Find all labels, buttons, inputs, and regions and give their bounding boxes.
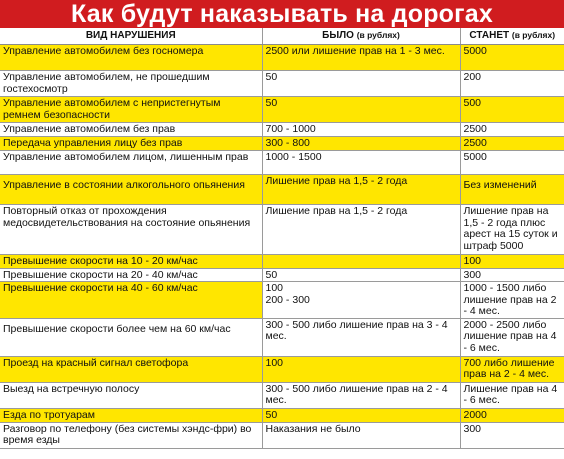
table-header-row — [0, 28, 564, 45]
before-cell: Лишение прав на 1,5 - 2 года — [262, 205, 460, 255]
after-cell: 500 — [460, 97, 564, 123]
after-cell: 5000 — [460, 151, 564, 175]
before-cell: 50 — [262, 408, 460, 422]
after-cell: 1000 - 1500 либо лишение прав на 2 - 4 мес. — [460, 282, 564, 319]
violation-cell: Превышение скорости на 40 - 60 км/час — [0, 282, 262, 319]
violation-cell: Проезд на красный сигнал светофора — [0, 356, 262, 382]
violation-cell: Превышение скорости на 20 - 40 км/час — [0, 268, 262, 282]
table-row — [0, 255, 564, 269]
violation-cell: Повторный отказ от прохождения медосвидетельствования на состояние опьянения — [0, 205, 262, 255]
table-row — [0, 408, 564, 422]
before-cell: 50 — [262, 71, 460, 97]
after-cell: 2000 - 2500 либо лишение прав на 4 - 6 мес. — [460, 318, 564, 356]
before-cell: 50 — [262, 97, 460, 123]
violation-cell: Езда по тротуарам — [0, 408, 262, 422]
before-cell: 700 - 1000 — [262, 123, 460, 137]
after-cell: Без изменений — [460, 175, 564, 205]
table-row — [0, 97, 564, 123]
table-row — [0, 137, 564, 151]
after-cell: 200 — [460, 71, 564, 97]
header-before: БЫЛО (в рублях) — [262, 28, 460, 45]
table-row — [0, 123, 564, 137]
violation-cell: Управление автомобилем, не прошедшим гостехосмотр — [0, 71, 262, 97]
violation-cell: Управление автомобилем без прав — [0, 123, 262, 137]
header-after: СТАНЕТ (в рублях) — [460, 28, 564, 45]
before-cell: 300 - 800 — [262, 137, 460, 151]
header-violation: ВИД НАРУШЕНИЯ — [0, 28, 262, 45]
before-cell: 100 200 - 300 — [262, 282, 460, 319]
table-row — [0, 151, 564, 175]
after-cell: 700 либо лишение прав на 2 - 4 мес. — [460, 356, 564, 382]
before-cell: Лишение прав на 1,5 - 2 года — [262, 175, 460, 205]
table-row — [0, 382, 564, 408]
fines-table — [0, 28, 564, 449]
table-row — [0, 205, 564, 255]
violation-cell: Превышение скорости более чем на 60 км/час — [0, 318, 262, 356]
after-cell: 2500 — [460, 137, 564, 151]
table-row — [0, 282, 564, 319]
violation-cell: Управление автомобилем лицом, лишенным прав — [0, 151, 262, 175]
page-title: Как будут наказывать на дорогах — [0, 0, 564, 28]
before-cell: 300 - 500 либо лишение прав на 3 - 4 мес. — [262, 318, 460, 356]
before-cell: Наказания не было — [262, 422, 460, 448]
violation-cell: Выезд на встречную полосу — [0, 382, 262, 408]
after-cell: 300 — [460, 268, 564, 282]
table-row — [0, 268, 564, 282]
violation-cell: Управление автомобилем с непристегнутым ремнем безопасности — [0, 97, 262, 123]
before-cell — [262, 255, 460, 269]
before-cell: 50 — [262, 268, 460, 282]
after-cell: 2000 — [460, 408, 564, 422]
before-cell: 100 — [262, 356, 460, 382]
after-cell: 300 — [460, 422, 564, 448]
table-row — [0, 422, 564, 448]
table-row — [0, 71, 564, 97]
before-cell: 300 - 500 либо лишение прав на 2 - 4 мес. — [262, 382, 460, 408]
violation-cell: Разговор по телефону (без системы хэндс-фри) во время езды — [0, 422, 262, 448]
before-cell: 2500 или лишение прав на 1 - 3 мес. — [262, 45, 460, 71]
after-cell: Лишение прав на 4 - 6 мес. — [460, 382, 564, 408]
table-row — [0, 318, 564, 356]
violation-cell: Управление автомобилем без госномера — [0, 45, 262, 71]
violation-cell: Передача управления лицу без прав — [0, 137, 262, 151]
violation-cell: Управление в состоянии алкогольного опьянения — [0, 175, 262, 205]
after-cell: 5000 — [460, 45, 564, 71]
violation-cell: Превышение скорости на 10 - 20 км/час — [0, 255, 262, 269]
after-cell: 2500 — [460, 123, 564, 137]
after-cell: 100 — [460, 255, 564, 269]
before-cell: 1000 - 1500 — [262, 151, 460, 175]
table-row — [0, 175, 564, 205]
after-cell: Лишение прав на 1,5 - 2 года плюс арест на 15 суток и штраф 5000 — [460, 205, 564, 255]
table-row — [0, 45, 564, 71]
table-row — [0, 356, 564, 382]
